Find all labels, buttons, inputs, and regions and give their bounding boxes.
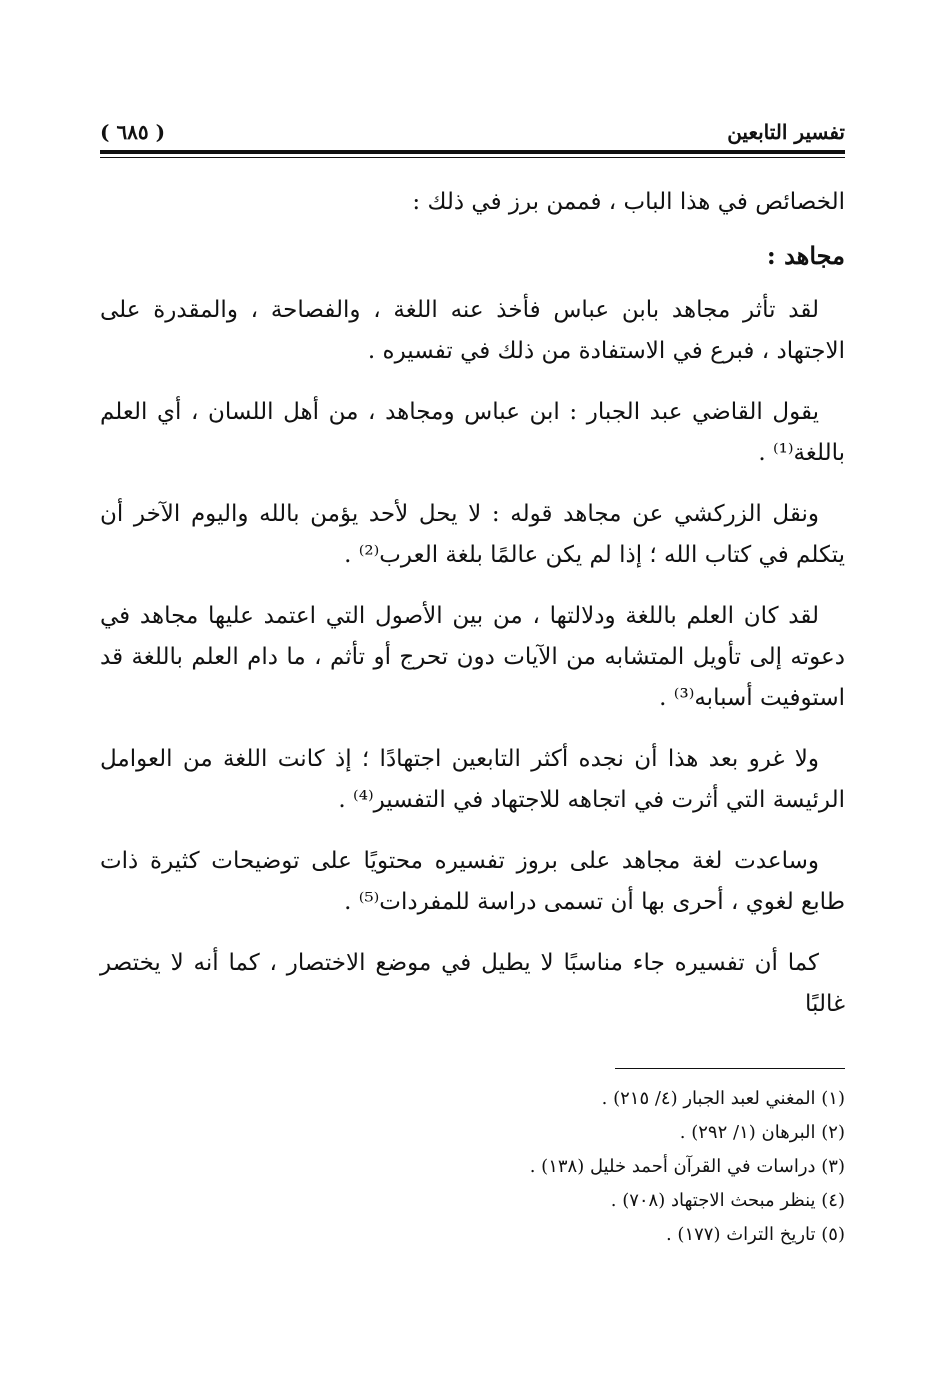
footnote: (٢) البرهان (١/ ٢٩٢) . [679,1122,845,1143]
paragraph: لقد كان العلم باللغة ودلالتها ، من بين الأصول التي اعتمد عليها مجاهد في دعوته إلى تأويل المتشابه من الآيات دون تحرج أو تأثم ، ما دام العلم باللغة قد استوفيت أسبابه⁽³⁾ . [100,603,845,711]
footnote: (٤) ينظر مبحث الاجتهاد (٧٠٨) . [610,1190,845,1211]
footnotes [245,1082,845,1252]
paragraph: كما أن تفسيره جاء مناسبًا لا يطيل في موضع الاختصار ، كما أنه لا يختصر غالبًا [100,950,845,1017]
paragraph: الخصائص في هذا الباب ، فممن برز في ذلك : [412,189,845,215]
footnote: (٥) تاريخ التراث (١٧٧) . [665,1224,845,1245]
header-title: تفسير التابعين [727,120,845,144]
page-number: ( ٦٨٥ ) [100,120,166,144]
header-rule-thick [100,150,845,154]
footnote: (١) المغني لعبد الجبار (٤/ ٢١٥) . [601,1088,845,1109]
paragraph: ونقل الزركشي عن مجاهد قوله : لا يحل لأحد يؤمن بالله واليوم الآخر أن يتكلم في كتاب الله ؛ إذا لم يكن عالمًا بلغة العرب⁽²⁾ . [100,501,845,568]
header-rule-thin [100,157,845,158]
section-heading: مجاهد : [766,241,845,270]
paragraph: ولا غرو بعد هذا أن نجده أكثر التابعين اجتهادًا ؛ إذ كانت اللغة من العوامل الرئيسة التي أثرت في اتجاهه للاجتهاد في التفسير⁽⁴⁾ . [100,746,845,813]
paragraph: وساعدت لغة مجاهد على بروز تفسيره محتويًا على توضيحات كثيرة ذات طابع لغوي ، أحرى بها أن تسمى دراسة للمفردات⁽⁵⁾ . [100,848,845,915]
footnote-rule [615,1068,845,1069]
body-text [100,182,845,1045]
footnote: (٣) دراسات في القرآن أحمد خليل (١٣٨) . [529,1156,845,1177]
paragraph: يقول القاضي عبد الجبار : ابن عباس ومجاهد ، من أهل اللسان ، أي العلم باللغة⁽¹⁾ . [100,399,845,466]
running-header [100,118,845,150]
paragraph: لقد تأثر مجاهد بابن عباس فأخذ عنه اللغة ، والفصاحة ، والمقدرة على الاجتهاد ، فبرع في الاستفادة من ذلك في تفسيره . [100,297,845,364]
